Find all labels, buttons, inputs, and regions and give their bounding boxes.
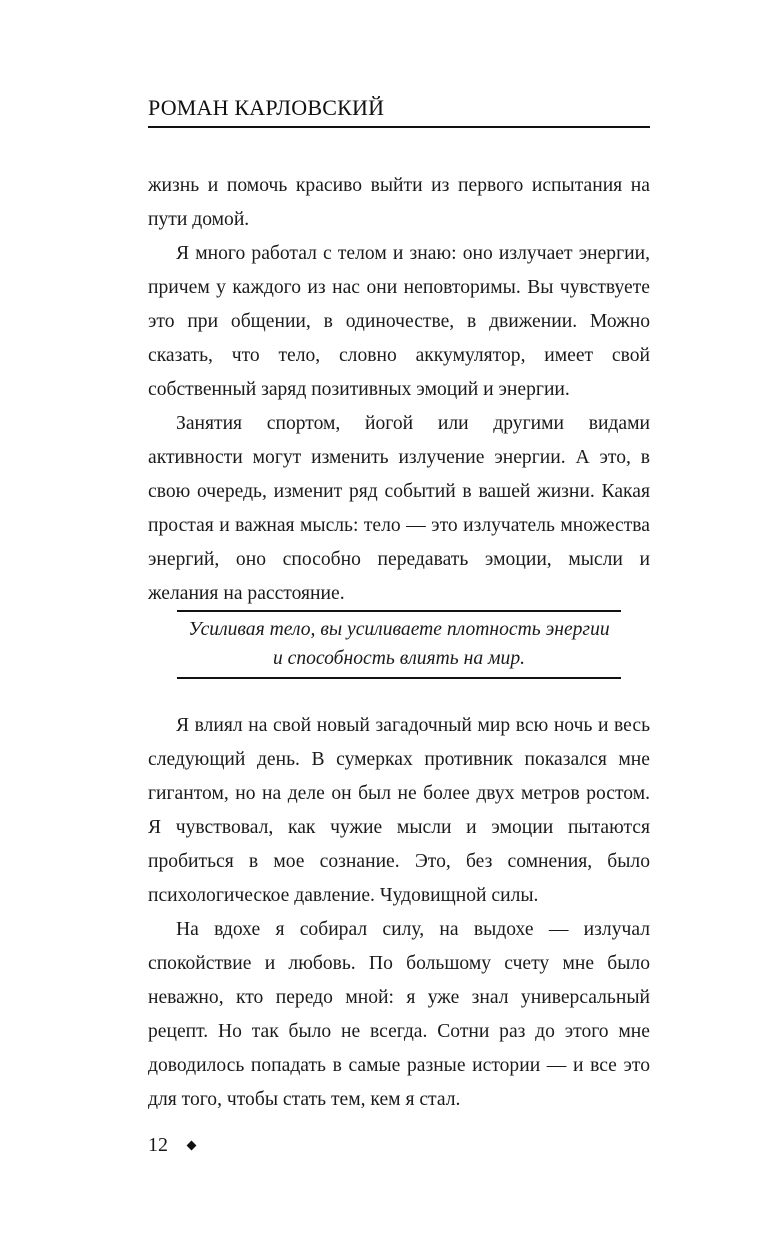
running-head: РОМАН КАРЛОВСКИЙ xyxy=(148,95,385,120)
text-block-2 xyxy=(148,709,650,1117)
paragraph: жизнь и помочь красиво выйти из первого испытания на пути домой. xyxy=(148,175,650,230)
diamond-icon xyxy=(187,1140,197,1150)
header-rule xyxy=(148,126,650,128)
paragraph: Занятия спортом, йогой или другими видами активности могут изменить излучение энергии. А это, в свою очередь, изменит ряд событий в вашей жизни. Какая простая и важная мысль: тело — это излучатель множества энергий, оно способно передавать эмоции, мысли и желания на расстояние. xyxy=(148,413,650,604)
page-footer xyxy=(148,1131,195,1159)
pull-quote xyxy=(177,610,621,679)
pull-quote-line: Усиливая тело, вы усиливаете плотность энергии xyxy=(188,619,610,640)
pull-quote-line: и способность влиять на мир. xyxy=(272,648,526,669)
book-page xyxy=(148,0,650,1240)
paragraph: Я много работал с телом и знаю: оно излучает энергии, причем у каждого из нас они неповторимы. Вы чувствуете это при общении, в одиночестве, в движении. Можно сказать, что тело, словно аккумулятор, имеет свой собственный заряд позитивных эмоций и энергии. xyxy=(148,243,650,400)
text-block-1 xyxy=(148,169,650,611)
paragraph: Я влиял на свой новый загадочный мир всю ночь и весь следующий день. В сумерках противник показался мне гигантом, но на деле он был не более двух метров ростом. Я чувствовал, как чужие мысли и эмоции пытаются пробиться в мое сознание. Это, без сомнения, было психологическое давление. Чудовищной силы. xyxy=(148,715,650,906)
paragraph: На вдохе я собирал силу, на выдохе — излучал спокойствие и любовь. По большому счету мне было неважно, кто передо мной: я уже знал универсальный рецепт. Но так было не всегда. Сотни раз до этого мне доводилось попадать в самые разные истории — и все это для того, чтобы стать тем, кем я стал. xyxy=(148,919,650,1110)
page-number: 12 xyxy=(148,1134,168,1156)
